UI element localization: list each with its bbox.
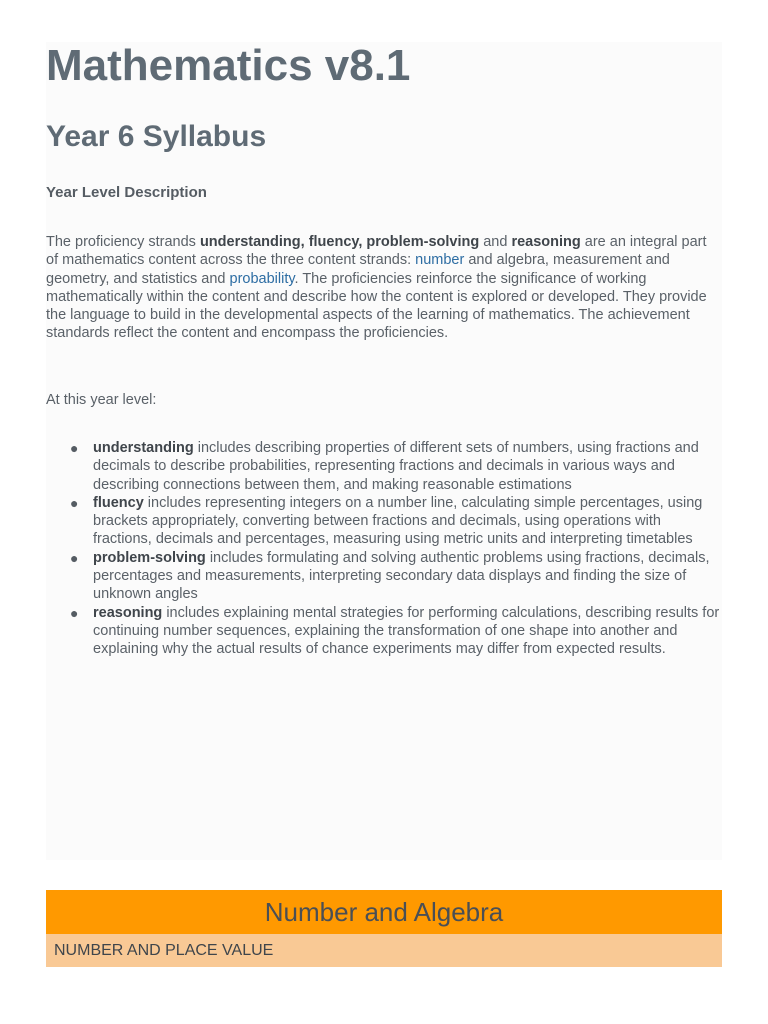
proficiency-term: fluency (93, 494, 144, 511)
intro-text: The proficiency strands (46, 234, 200, 250)
intro-text: and (479, 234, 512, 250)
intro-text: and algebra, measurement and geometry, and statistics and (46, 252, 670, 287)
list-item (46, 549, 722, 604)
proficiency-term: understanding (93, 440, 194, 456)
proficiency-description: includes formulating and solving authentic problems using fractions, decimals, percentages and measurements, interpreting secondary data displays and finding the size of unknown angles (93, 549, 710, 603)
proficiency-description: includes explaining mental strategies for performing calculations, describing results for continuing number sequences, explaining the transformation of one shape into another and explaining why the actual results of chance experiments may differ from expected results. (93, 604, 720, 658)
list-item (46, 604, 722, 659)
strand-title: Number and Algebra (264, 896, 504, 927)
bullet-icon: ● (70, 494, 79, 511)
intro-bold-reasoning: reasoning (511, 234, 581, 250)
lead-in-text: At this year level: (46, 392, 157, 408)
list-item (46, 439, 722, 494)
proficiency-description: includes representing integers on a number line, calculating simple percentages, using brackets appropriately, converting between fractions and decimals, using operations with fractions, decimals and percentages, measuring using metric units and interpreting timetables (93, 494, 703, 548)
intro-bold-strands: understanding, fluency, problem-solving (199, 234, 480, 250)
bullet-icon: ● (70, 549, 79, 566)
proficiency-term: problem-solving (93, 549, 206, 566)
page-subtitle: Year 6 Syllabus (46, 120, 267, 153)
section-heading: Year Level Description (46, 184, 207, 201)
substrand-header (46, 934, 722, 967)
intro-text: . The proficiencies reinforce the significance of working mathematically within the content and describe how the content is explored or developed. They provide the language to build in the developmental aspects of the learning of mathematics. The achievement standards reflect the content and encompass the proficiencies. (46, 270, 707, 342)
substrand-title: NUMBER AND PLACE VALUE (54, 941, 274, 959)
intro-text: are an integral part of mathematics content across the three content strands: (46, 234, 707, 269)
bullet-icon: ● (70, 604, 79, 621)
proficiency-term: reasoning (93, 604, 163, 621)
strand-header (46, 890, 722, 934)
list-item (46, 494, 722, 549)
page-title: Mathematics v8.1 (46, 41, 411, 90)
intro-paragraph (46, 233, 722, 343)
probability-link[interactable]: probability (229, 270, 295, 287)
bullet-icon: ● (70, 440, 79, 456)
proficiency-description: includes describing properties of different sets of numbers, using fractions and decimals to describe probabilities, representing fractions and decimals in various ways and describing connections between them, and making reasonable estimations (93, 440, 699, 493)
number-link[interactable]: number (415, 252, 465, 269)
proficiency-list (46, 439, 722, 659)
